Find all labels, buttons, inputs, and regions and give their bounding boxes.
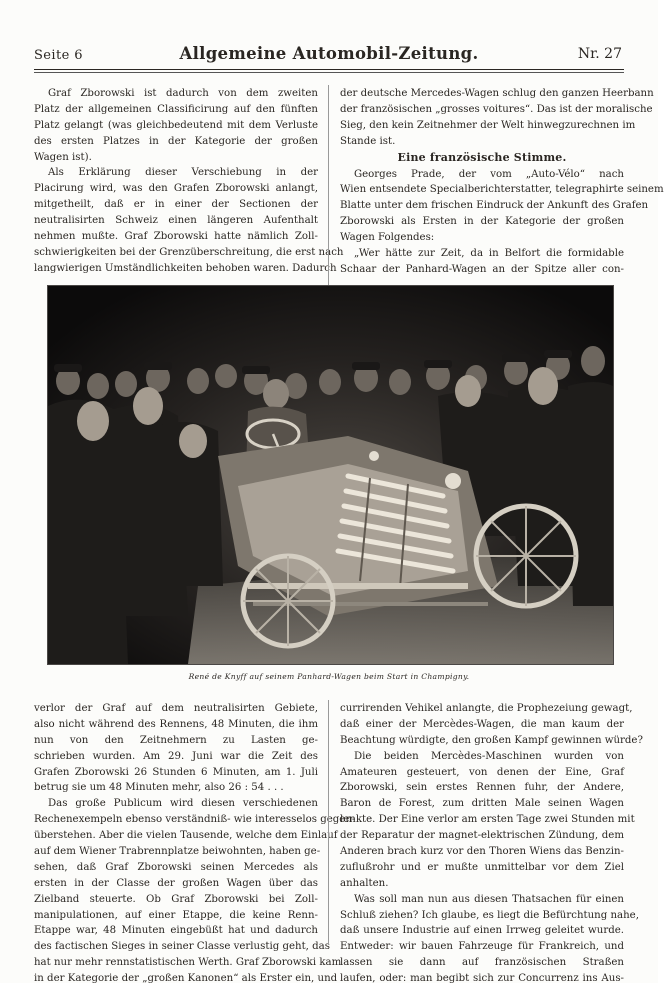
text-line: Entweder: wir bauen Fahrzeuge für Frankreich, und [340, 941, 624, 953]
text-line: „Wer hätte zur Zeit, da in Belfort die formidable [354, 248, 624, 260]
text-line: neutralisirten Schweiz einen längeren Aufenthalt [34, 215, 318, 227]
text-line: Wien entsendete Specialberichterstatter, telegraphirte seinem [340, 184, 664, 196]
text-line: ersten in der Classe der großen Wagen über das [34, 877, 318, 889]
text-line: Die beiden Mercèdes-Maschinen wurden von [354, 750, 624, 762]
text-line: lenkte. Der Eine verlor am ersten Tage zwei Stunden mit [340, 814, 635, 826]
text-line: Beachtung würdigte, den großen Kampf gewinnen würde? [340, 734, 643, 746]
text-line: Was soll man nun aus diesen Thatsachen für einen [354, 893, 624, 905]
text-line: Etappe war, 48 Minuten eingebüßt hat und dadurch [34, 925, 318, 937]
text-line: Graf Zborowski ist dadurch von dem zweiten [48, 88, 318, 99]
text-line: der Reparatur der magnet-elektrischen Zündung, dem [340, 830, 624, 842]
text-line: des ersten Platzes in der Kategorie der großen [34, 135, 318, 147]
text-line: daß einer der Mercèdes-Wagen, die man kaum der [340, 718, 624, 730]
text-line: in der Kategorie der „großen Kanonen“ als Erster ein, und [34, 973, 338, 985]
top-right-column [340, 86, 664, 278]
text-line: sehen, daß Graf Zborowski seinen Mercedes als [34, 861, 318, 873]
text-line: Sieg, den kein Zeitnehmer der Welt hinwegzurechnen im [340, 119, 636, 131]
text-line: Platz gelangt (was gleichbedeutend mit dem Verluste [34, 119, 318, 131]
text-line: Wagen Folgendes: [340, 232, 435, 244]
text-line: schrieben wurden. Am 29. Juni war die Zeit des [34, 750, 318, 762]
text-line: Amateuren gesteuert, von denen der Eine, Graf [340, 766, 624, 778]
text-line: Schaar der Panhard-Wagen an der Spitze aller con- [340, 263, 624, 275]
text-line: Rechenexempeln ebenso verständniß- wie interesselos gegen- [34, 814, 356, 826]
text-line: verlor der Graf auf dem neutralisirten Gebiete, [34, 703, 318, 714]
top-left-column [34, 86, 344, 277]
text-line: Platz der allgemeinen Classificirung auf den fünften [34, 103, 318, 115]
text-line: Als Erklärung dieser Verschiebung in der [48, 167, 318, 179]
bottom-left-column [34, 701, 356, 987]
text-line: currirenden Vehikel anlangte, die Prophezeiung gewagt, [340, 703, 633, 714]
text-line: Wagen ist). [34, 151, 92, 163]
text-line: Schluß ziehen? Ich glaube, es liegt die Befürchtung nahe, [340, 909, 639, 921]
text-line: Das große Publicum wird diesen verschiedenen [48, 798, 318, 810]
text-line: Stande ist. [340, 135, 396, 147]
text-line: des factischen Sieges in seiner Classe verlustig geht, das [34, 941, 330, 953]
text-line: schwierigkeiten bei der Grenzüberschreitung, die erst nach [34, 246, 344, 258]
text-line: überstehen. Aber die vielen Tausende, welche dem Einlauf [34, 830, 338, 842]
text-line: lassen sie dann auf französischen Straßen [340, 957, 624, 969]
section-heading: Eine französische Stimme. [397, 150, 567, 164]
text-line: langwierigen Umständlichkeiten behoben waren. Dadurch [34, 262, 337, 274]
photo-caption: René de Knyff auf seinem Panhard-Wagen beim Start in Champigny. [188, 672, 470, 681]
text-line: nun von den Zeitnehmern zu Lasten ge- [34, 734, 318, 746]
text-line: Georges Prade, der vom „Auto-Vélo“ nach [354, 168, 624, 180]
issue-number: Nr. 27 [577, 46, 622, 62]
text-line: hat nur mehr rennstatistischen Werth. Graf Zborowski kam [34, 957, 342, 969]
text-line: mitgetheilt, daß er in einer der Sectionen der [34, 199, 318, 211]
text-line: der französischen „grosses voitures“. Das ist der moralische [340, 103, 653, 115]
text-line: der deutsche Mercedes-Wagen schlug den ganzen Heerbann [340, 88, 654, 99]
text-line: Baron de Forest, zum dritten Male seinen Wagen [340, 798, 624, 810]
text-line: laufen, oder: man begibt sich zur Concurrenz ins Aus- [340, 973, 624, 985]
text-line: zuflußrohr und er mußte unmittelbar vor dem Ziel [340, 861, 624, 873]
column-divider [328, 85, 329, 285]
photo-illustration [48, 286, 613, 664]
bottom-right-column [340, 701, 643, 987]
text-line: Grafen Zborowski 26 Stunden 6 Minuten, am 1. Juli [34, 766, 318, 778]
header-rule-thin [34, 72, 624, 73]
text-line: betrug sie um 48 Minuten mehr, also 26 : 54 . . . [34, 782, 284, 794]
text-line: Anderen brach kurz vor den Thoren Wiens das Benzin- [340, 846, 624, 858]
text-line: anhalten. [340, 877, 389, 889]
text-line: Placirung wird, was den Grafen Zborowski anlangt, [34, 183, 318, 195]
text-line: also nicht während des Rennens, 48 Minuten, die ihm [34, 718, 318, 730]
text-line: manipulationen, auf einer Etappe, die keine Renn- [34, 909, 318, 921]
newspaper-title: Allgemeine Automobil-Zeitung. [179, 44, 479, 63]
text-line: Zielband steuerte. Ob Graf Zborowski bei Zoll- [34, 893, 318, 905]
text-line: auf dem Wiener Trabrennplatze beiwohnten, haben ge- [34, 846, 321, 858]
text-line: nehmen mußte. Graf Zborowski hatte nämlich Zoll- [34, 231, 318, 243]
text-line: daß unsere Industrie auf einen Irrweg geleitet wurde. [340, 925, 624, 937]
text-line: Zborowski, sein erstes Rennen fuhr, der Andere, [340, 782, 624, 794]
page-number-label: Seite 6 [34, 48, 83, 63]
column-divider [328, 700, 329, 945]
race-car-photograph [47, 285, 614, 665]
text-line: Blatte unter dem frischen Eindruck der Ankunft des Grafen [340, 200, 649, 212]
header-rule [34, 69, 624, 70]
text-line: Zborowski als Ersten in der Kategorie der großen [340, 216, 624, 228]
